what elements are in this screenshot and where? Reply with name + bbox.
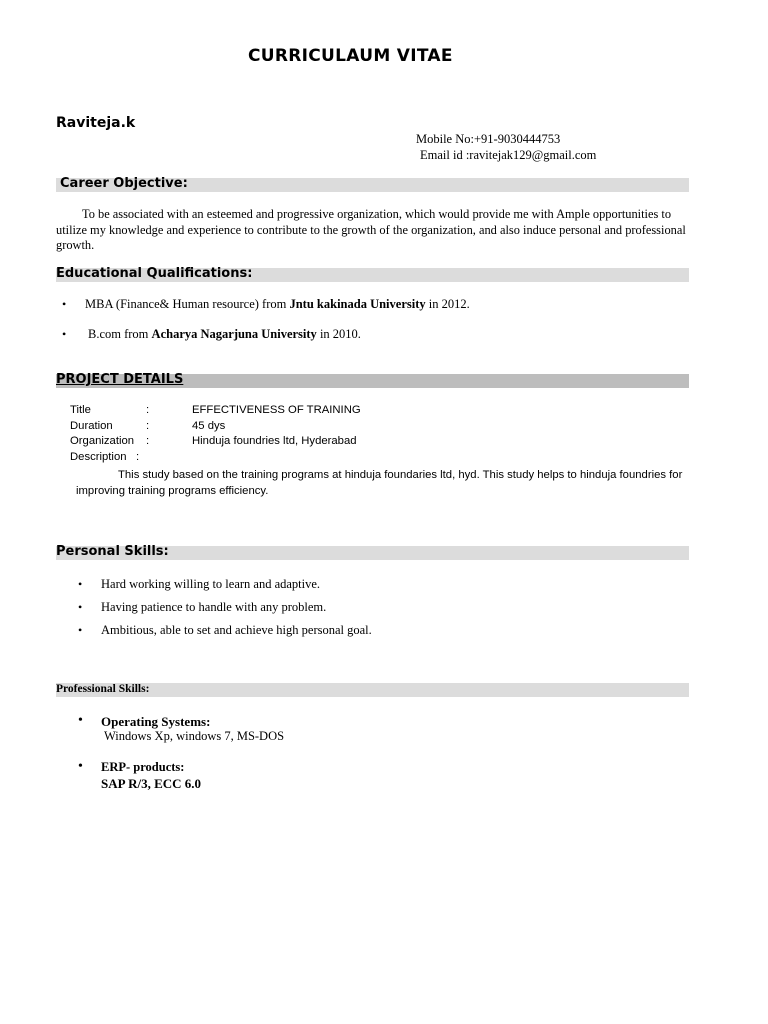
project-heading: PROJECT DETAILS bbox=[56, 372, 184, 387]
project-separator: : bbox=[146, 420, 150, 432]
career-objective-bar bbox=[56, 178, 689, 192]
education-item bbox=[88, 327, 361, 342]
bullet-icon: • bbox=[78, 713, 83, 728]
education-item bbox=[85, 297, 470, 312]
email-address: Email id :ravitejak129@gmail.com bbox=[420, 148, 597, 162]
personal-skill-item: Ambitious, able to set and achieve high personal goal. bbox=[101, 623, 372, 637]
education-item-pre: MBA (Finance& Human resource) from bbox=[85, 297, 290, 311]
professional-skills-bar bbox=[56, 683, 689, 697]
erp-value: SAP R/3, ECC 6.0 bbox=[101, 776, 202, 791]
bullet-icon: • bbox=[62, 327, 67, 341]
bullet-icon: • bbox=[62, 297, 67, 311]
bullet-icon: • bbox=[78, 600, 83, 614]
project-description bbox=[76, 467, 688, 499]
project-separator: : bbox=[146, 435, 150, 447]
erp-heading: ERP- products: bbox=[101, 760, 185, 774]
education-item-university: Jntu kakinada University bbox=[289, 297, 426, 311]
career-objective-heading: Career Objective: bbox=[60, 176, 188, 191]
document-title: CURRICULAUM VITAE bbox=[248, 46, 453, 66]
education-heading: Educational Qualifications: bbox=[56, 266, 253, 281]
personal-skills-bar bbox=[56, 546, 689, 560]
project-label: Duration bbox=[70, 420, 113, 432]
mobile-number: Mobile No:+91-9030444753 bbox=[416, 132, 561, 146]
education-bar bbox=[56, 268, 689, 282]
career-objective-text bbox=[56, 207, 696, 254]
project-value: EFFECTIVENESS OF TRAINING bbox=[192, 404, 361, 416]
project-description-text: This study based on the training programs at hinduja foundaries ltd, hyd. This study helps to hinduja foundries for improving training programs efficiency. bbox=[76, 469, 683, 497]
personal-skill-item: Having patience to handle with any problem. bbox=[101, 600, 327, 614]
project-label: Title bbox=[70, 404, 91, 416]
personal-skill-item: Hard working willing to learn and adaptive. bbox=[101, 577, 321, 591]
education-item-pre: B.com from bbox=[88, 327, 152, 341]
os-value: Windows Xp, windows 7, MS-DOS bbox=[104, 729, 285, 743]
personal-skills-heading: Personal Skills: bbox=[56, 544, 169, 559]
education-item-university: Acharya Nagarjuna University bbox=[151, 327, 317, 341]
professional-skills-heading: Professional Skills: bbox=[56, 683, 150, 695]
project-separator: : bbox=[136, 451, 140, 463]
project-bar bbox=[56, 374, 689, 388]
career-objective-body: To be associated with an esteemed and progressive organization, which would provide me with Ample opportunities to utilize my knowledge and experience to contribute to the growth of the organization, and also induce personal and professional growth. bbox=[56, 207, 686, 252]
project-separator: : bbox=[146, 404, 150, 416]
project-label: Organization bbox=[70, 435, 135, 447]
education-item-post: in 2010. bbox=[316, 327, 361, 341]
project-value: Hinduja foundries ltd, Hyderabad bbox=[192, 435, 357, 447]
project-label: Description bbox=[70, 451, 127, 463]
candidate-name: Raviteja.k bbox=[56, 115, 136, 131]
bullet-icon: • bbox=[78, 623, 83, 637]
os-heading: Operating Systems: bbox=[101, 714, 211, 729]
project-value: 45 dys bbox=[192, 420, 226, 432]
bullet-icon: • bbox=[78, 577, 83, 591]
bullet-icon: • bbox=[78, 759, 83, 774]
education-item-post: in 2012. bbox=[425, 297, 470, 311]
